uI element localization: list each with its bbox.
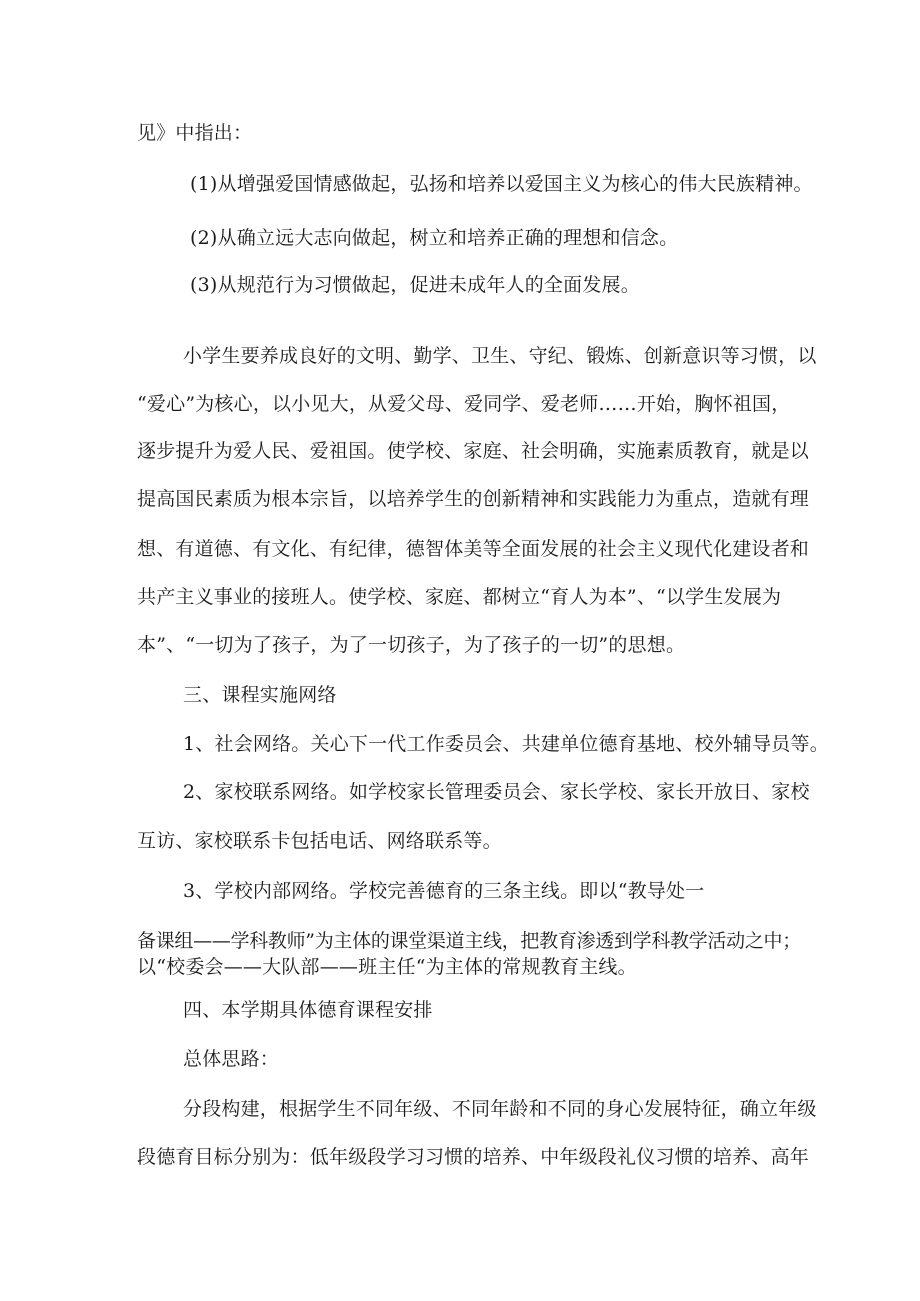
paragraph-line: 备课组——学科教师”为主体的课堂渠道主线，把教育渗透到学科教学活动之中； xyxy=(137,930,801,952)
text-line: 见》中指出： xyxy=(137,122,253,144)
list-item: 2、家校联系网络。如学校家长管理委员会、家长学校、家长开放日、家校 xyxy=(183,781,810,803)
paragraph-line: 想、有道德、有文化、有纪律，德智体美等全面发展的社会主义现代化建设者和 xyxy=(137,538,810,560)
list-item: 3、学校内部网络。学校完善德育的三条主线。即以“教导处一 xyxy=(183,880,705,902)
subheading: 总体思路： xyxy=(183,1048,280,1070)
paragraph-line: 互访、家校联系卡包括电话、网络联系等。 xyxy=(137,830,502,852)
list-item: (1)从增强爱国情感做起，弘扬和培养以爱国主义为核心的伟大民族精神。 xyxy=(190,173,813,195)
paragraph-line: 本”、“一切为了孩子，为了一切孩子，为了孩子的一切”的思想。 xyxy=(137,634,686,656)
list-item: (3)从规范行为习惯做起，促进未成年人的全面发展。 xyxy=(190,274,640,296)
list-item: 1、社会网络。关心下一代工作委员会、共建单位德育基地、校外辅导员等。 xyxy=(183,733,829,755)
paragraph-line: 提高国民素质为根本宗旨，以培养学生的创新精神和实践能力为重点，造就有理 xyxy=(137,488,810,510)
section-heading: 四、本学期具体德育课程安排 xyxy=(183,999,433,1021)
list-item: (2)从确立远大志向做起，树立和培养正确的理想和信念。 xyxy=(190,227,679,249)
paragraph-line: 逐步提升为爱人民、爱祖国。使学校、家庭、社会明确，实施素质教育，就是以 xyxy=(137,440,810,462)
paragraph-line: 段德育目标分别为：低年级段学习习惯的培养、中年级段礼仪习惯的培养、高年 xyxy=(137,1146,810,1168)
paragraph-line: 以“校委会——大队部——班主任“为主体的常规教育主线。 xyxy=(137,956,637,978)
paragraph-line: 共产主义事业的接班人。使学校、家庭、都树立“育人为本”、“以学生发展为 xyxy=(137,586,782,608)
paragraph-line: “爱心”为核心，以小见大，从爱父母、爱同学、爱老师……开始，胸怀祖国， xyxy=(137,393,791,415)
section-heading: 三、课程实施网络 xyxy=(183,684,337,706)
paragraph-line: 分段构建，根据学生不同年级、不同年龄和不同的身心发展特征，确立年级 xyxy=(183,1098,817,1120)
paragraph-line: 小学生要养成良好的文明、勤学、卫生、守纪、锻炼、创新意识等习惯，以 xyxy=(183,345,817,367)
